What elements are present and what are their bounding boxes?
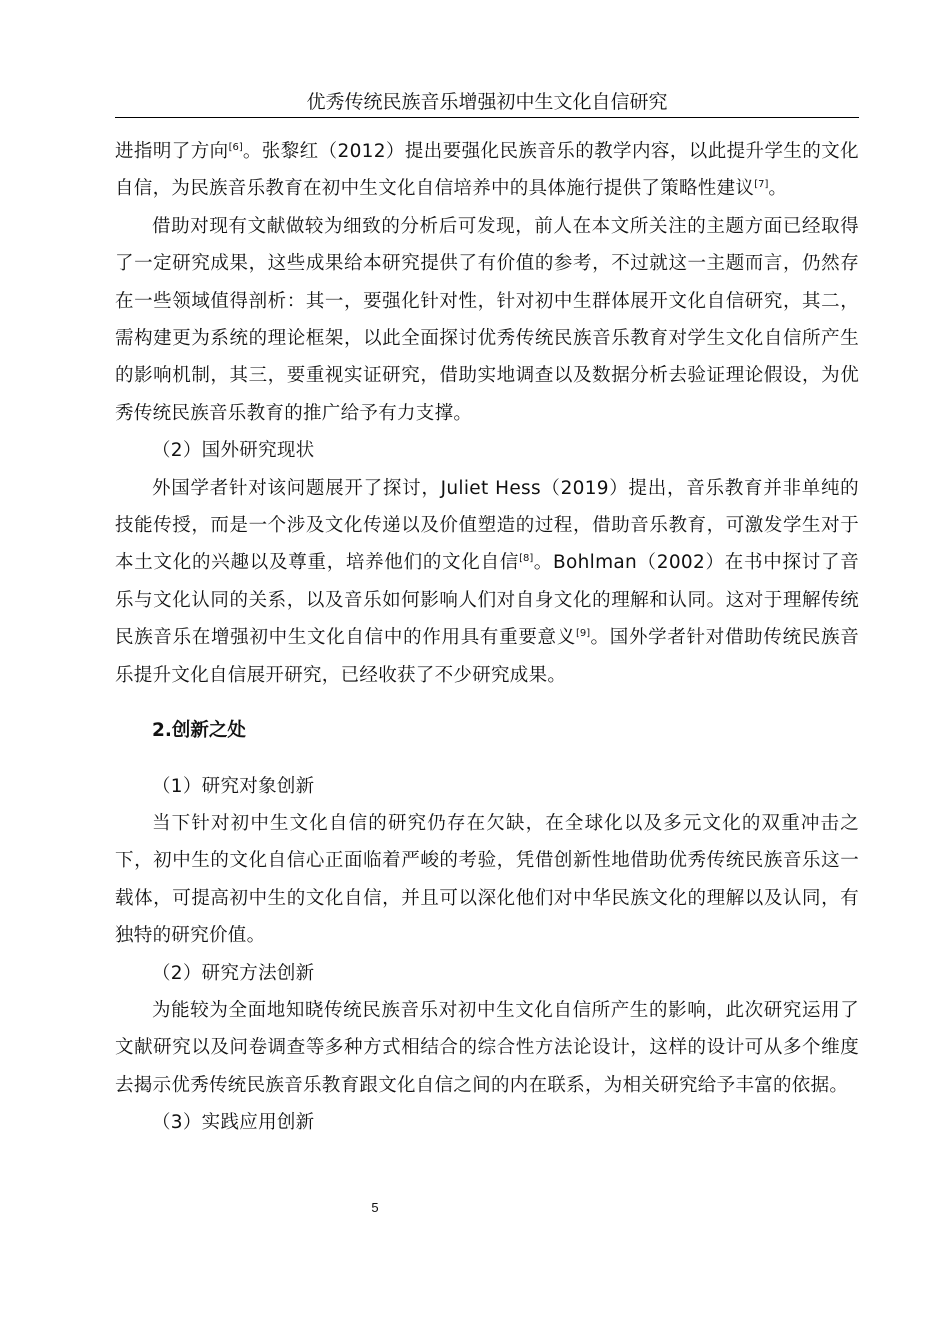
paragraph-literature-analysis: 借助对现有文献做较为细致的分析后可发现，前人在本文所关注的主题方面已经取得了一定研究成果，这些成果给本研究提供了有价值的参考，不过就这一主题而言，仍然存在一些领域值得剖析：其一，要强化针对性，针对初中生群体展开文化自信研究，其二，需构建更为系统的理论框架，以此全面探讨优秀传统民族音乐教育对学生文化自信所产生的影响机制，其三，要重视实证研究，借助实地调查以及数据分析去验证理论假设，为优秀传统民族音乐教育的推广给予有力支撑。 <box>115 215 859 424</box>
header-divider <box>115 117 859 118</box>
text-run: 。Bohlman（2002）在书中探讨了音乐与文化认同的关系，以及音乐如何影响人们对自身文化的理解和认同。这对于理解传统民族音乐在增强初中生文化自信中的作用具有重要意义 <box>115 552 859 649</box>
subheading-practice-application: （3）实践应用创新 <box>152 1112 315 1134</box>
subheading-research-object: （1）研究对象创新 <box>152 775 315 797</box>
section-heading-innovation: 2.创新之处 <box>152 720 246 742</box>
page-header-title: 优秀传统民族音乐增强初中生文化自信研究 <box>306 91 668 113</box>
text-run: 。国外学者针对借助传统民族音乐提升文化自信展开研究，已经收获了不少研究成果。 <box>115 627 860 686</box>
subheading-foreign-research: （2）国外研究现状 <box>152 440 315 462</box>
text-run: 。张黎红（2012）提出要强化民族音乐的教学内容，以此提升学生的文化自信，为民族音乐教育在初中生文化自信培养中的具体施行提供了策略性建议 <box>115 141 859 200</box>
document-body <box>115 133 859 1142</box>
subheading-research-method: （2）研究方法创新 <box>152 962 315 984</box>
text-run: 进指明了方向 <box>115 141 229 162</box>
paragraph-research-method: 为能较为全面地知晓传统民族音乐对初中生文化自信所产生的影响，此次研究运用了文献研究以及问卷调查等多种方式相结合的综合性方法论设计，这样的设计可从多个维度去揭示优秀传统民族音乐教育跟文化自信之间的内在联系，为相关研究给予丰富的依据。 <box>115 999 859 1096</box>
citation-marker: [6] <box>228 141 243 153</box>
text-run: 外国学者针对该问题展开了探讨，Juliet Hess（2019）提出，音乐教育并非单纯的技能传授，而是一个涉及文化传递以及价值塑造的过程，借助音乐教育，可激发学生对于本土文化的兴趣以及尊重，培养他们的文化自信 <box>115 477 859 574</box>
citation-marker: [9] <box>575 628 591 640</box>
citation-marker: [7] <box>754 179 769 191</box>
paragraph-research-object: 当下针对初中生文化自信的研究仍存在欠缺，在全球化以及多元文化的双重冲击之下，初中生的文化自信心正面临着严峻的考验，凭借创新性地借助优秀传统民族音乐这一载体，可提高初中生的文化自信，并且可以深化他们对中华民族文化的理解以及认同，有独特的研究价值。 <box>115 812 859 947</box>
page-number: 5 <box>371 1200 379 1215</box>
text-run: 。 <box>768 178 788 200</box>
paragraph-foreign-research <box>115 470 859 694</box>
citation-marker: [8] <box>519 553 534 565</box>
paragraph-domestic-continued <box>115 133 859 208</box>
